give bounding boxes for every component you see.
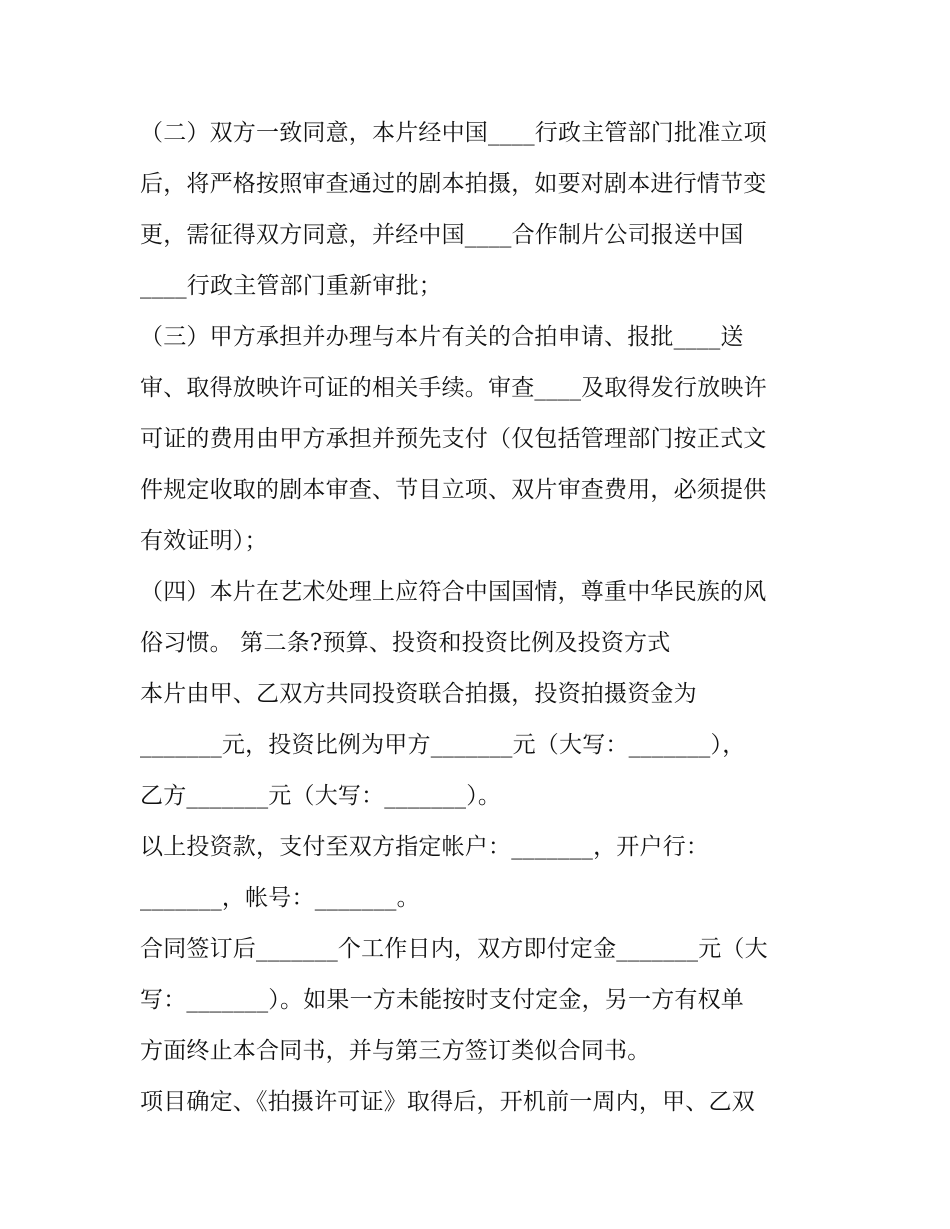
text-line: （四）本片在艺术处理上应符合中国国情，尊重中华民族的风: [140, 579, 767, 605]
text-line: 本片由甲、乙双方共同投资联合拍摄，投资拍摄资金为: [140, 681, 697, 707]
text-line: 乙方_______元（大写：_______）。: [140, 783, 502, 809]
text-line: ____行政主管部门重新审批；: [140, 273, 442, 299]
text-line: （二）双方一致同意，本片经中国____行政主管部门批准立项: [140, 120, 767, 146]
text-line: （三）甲方承担并办理与本片有关的合拍申请、报批____送: [140, 324, 744, 350]
text-line: 件规定收取的剧本审查、节目立项、双片审查费用，必须提供: [140, 477, 767, 503]
text-line: 合同签订后_______个工作日内，双方即付定金_______元（大: [140, 936, 768, 962]
text-line: 更，需征得双方同意，并经中国____合作制片公司报送中国: [140, 222, 744, 248]
text-line: 以上投资款，支付至双方指定帐户：_______，开户行：: [140, 834, 710, 860]
text-line: 审、取得放映许可证的相关手续。审查____及取得发行放映许: [140, 375, 767, 401]
text-line: 后，将严格按照审查通过的剧本拍摄，如要对剧本进行情节变: [140, 171, 767, 197]
text-line: 俗习惯。 第二条?预算、投资和投资比例及投资方式: [140, 630, 671, 656]
text-line: _______，帐号：_______。: [140, 885, 420, 911]
text-line: 写：_______）。如果一方未能按时支付定金，另一方有权单: [140, 987, 744, 1013]
text-line: 可证的费用由甲方承担并预先支付（仅包括管理部门按正式文: [140, 426, 767, 452]
text-line: 方面终止本合同书，并与第三方签订类似合同书。: [140, 1038, 651, 1064]
document-body: [140, 108, 820, 1128]
text-line: 有效证明）；: [140, 528, 268, 554]
text-line: _______元，投资比例为甲方_______元（大写：_______），: [140, 732, 746, 758]
text-line: 项目确定、《拍摄许可证》取得后，开机前一周内，甲、乙双: [140, 1089, 755, 1115]
